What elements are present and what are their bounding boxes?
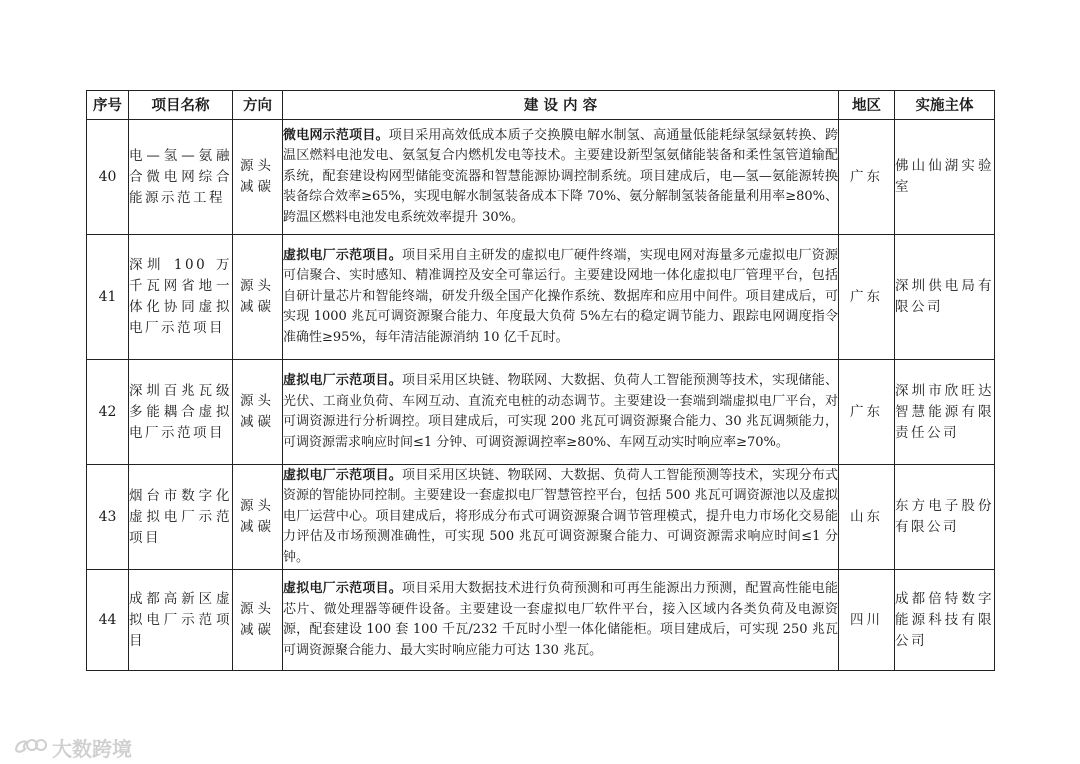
- watermark: [12, 733, 132, 762]
- table-header-row: [87, 91, 995, 120]
- project-organization: 成都倍特数字能源科技有限公司: [895, 570, 995, 671]
- project-organization: 深圳市欣旺达智慧能源有限责任公司: [895, 360, 995, 465]
- header-organization: 实施主体: [895, 91, 995, 120]
- project-region: 山东: [839, 465, 895, 570]
- project-direction: 源头减碳: [233, 360, 283, 465]
- project-table: [86, 90, 995, 671]
- project-content: [283, 465, 839, 570]
- table-row: [87, 120, 995, 235]
- content-title: 虚拟电厂示范项目。: [283, 247, 402, 263]
- content-body: 项目采用高效低成本质子交换膜电解水制氢、高通量低能耗绿氢绿氨转换、跨温区燃料电池发电、氨氢复合内燃机发电等技术。主要建设新型氢氨储能装备和柔性氢管道输配系统，配套建设构网型储能变流器和智慧能源协调控制系统。项目建成后，电—氢—氨能源转换装备综合效率≥65%，实现电解水制氢装备成本下降 70%、氨分解制氢装备能量利用率≥80%、跨温区燃料电池发电系统效率提升 30%。: [283, 127, 838, 225]
- project-region: 广东: [839, 120, 895, 235]
- content-body: 项目采用大数据技术进行负荷预测和可再生能源出力预测，配置高性能电能芯片、微处理器等硬件设备。主要建设一套虚拟电厂软件平台，接入区域内各类负荷及电源资源，配套建设 100 套 100 千瓦/232 千瓦时小型一体化储能柜。项目建成后，可实现 250 兆瓦可调资源聚合能力、最大实时响应能力可达 130 兆瓦。: [283, 581, 838, 658]
- content-body: 项目采用区块链、物联网、大数据、负荷人工智能预测等技术，实现储能、光伏、工商业负荷、车网互动、直流充电桩的动态调节。主要建设一套端到端虚拟电厂平台，对可调资源进行分析调控。项目建成后，可实现 200 兆瓦可调资源聚合能力、30 兆瓦调频能力，可调资源需求响应时间≤1 分钟、可调资源调控率≥80%、车网互动实时响应率≥70%。: [283, 373, 838, 450]
- header-direction: 方向: [233, 91, 283, 120]
- project-direction: 源头减碳: [233, 120, 283, 235]
- project-content: [283, 360, 839, 465]
- content-title: 虚拟电厂示范项目。: [283, 467, 402, 483]
- weibo-style-logo-icon: [12, 734, 52, 761]
- project-content: [283, 235, 839, 360]
- project-name: 烟台市数字化虚拟电厂示范项目: [129, 465, 233, 570]
- row-index: 44: [87, 570, 129, 671]
- project-direction: 源头减碳: [233, 465, 283, 570]
- project-region: 广东: [839, 360, 895, 465]
- header-content: 建 设 内 容: [283, 91, 839, 120]
- project-name: 电—氢—氨融合微电网综合能源示范工程: [129, 120, 233, 235]
- content-title: 虚拟电厂示范项目。: [283, 373, 402, 388]
- table-row: [87, 360, 995, 465]
- project-direction: 源头减碳: [233, 570, 283, 671]
- row-index: 41: [87, 235, 129, 360]
- header-region: 地区: [839, 91, 895, 120]
- project-organization: 佛山仙湖实验室: [895, 120, 995, 235]
- project-name: 深圳百兆瓦级多能耦合虚拟电厂示范项目: [129, 360, 233, 465]
- project-region: 广东: [839, 235, 895, 360]
- content-title: 虚拟电厂示范项目。: [283, 581, 402, 596]
- row-index: 40: [87, 120, 129, 235]
- watermark-text: 大数跨境: [52, 737, 132, 761]
- table-row: [87, 570, 995, 671]
- project-content: [283, 120, 839, 235]
- project-organization: 东方电子股份有限公司: [895, 465, 995, 570]
- project-name: 深圳 100 万千瓦网省地一体化协同虚拟电厂示范项目: [129, 235, 233, 360]
- row-index: 43: [87, 465, 129, 570]
- project-organization: 深圳供电局有限公司: [895, 235, 995, 360]
- table-row: [87, 235, 995, 360]
- project-region: 四川: [839, 570, 895, 671]
- project-name: 成都高新区虚拟电厂示范项目: [129, 570, 233, 671]
- header-index: 序号: [87, 91, 129, 120]
- content-body: 项目采用区块链、物联网、大数据、负荷人工智能预测等技术，实现分布式资源的智能协同控制。主要建设一套虚拟电厂智慧管控平台，包括 500 兆瓦可调资源池以及虚拟电厂运营中心。项目建成后，将形成分布式可调资源聚合调节管理模式，提升电力市场化交易能力评估及市场预测准确性，可实现 500 兆瓦可调资源聚合能力、可调资源需求响应时间≤1 分钟。: [283, 467, 838, 565]
- content-body: 项目采用自主研发的虚拟电厂硬件终端，实现电网对海量多元虚拟电厂资源可信聚合、实时感知、精准调控及安全可靠运行。主要建设网地一体化虚拟电厂管理平台，包括自研计量芯片和智能终端，研发升级全国产化操作系统、数据库和应用中间件。项目建成后，可实现 1000 兆瓦可调资源聚合能力、年度最大负荷 5%左右的稳定调节能力、跟踪电网调度指令准确性≥95%，每年清洁能源消纳 10 亿千瓦时。: [283, 247, 838, 345]
- project-direction: 源头减碳: [233, 235, 283, 360]
- table-row: [87, 465, 995, 570]
- content-title: 微电网示范项目。: [283, 127, 389, 143]
- row-index: 42: [87, 360, 129, 465]
- project-content: [283, 570, 839, 671]
- header-name: 项目名称: [129, 91, 233, 120]
